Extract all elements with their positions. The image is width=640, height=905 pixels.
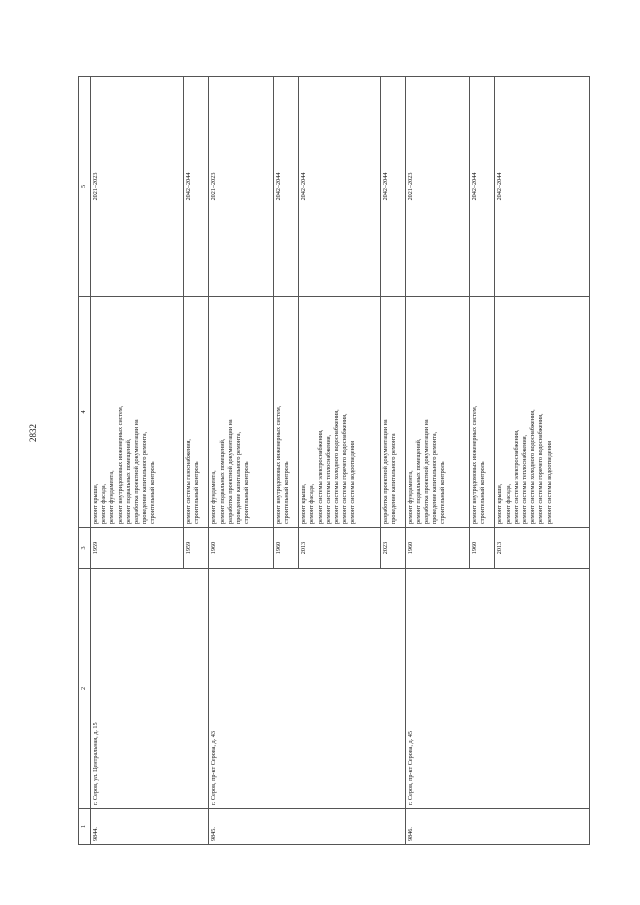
column-header: 2 <box>79 569 91 809</box>
column-header: 3 <box>79 528 91 569</box>
work-item: ремонт фасада, <box>100 483 108 524</box>
work-item: ремонт системы теплоснабжения, <box>520 434 528 524</box>
address-cell: г. Серов, пр-кт Серова, д. 43 <box>209 569 405 809</box>
work-item: строительный контроль <box>479 461 487 524</box>
period-cell: 2021–2023 <box>405 77 470 297</box>
work-item: ремонт внутридомовых инженерных систем, <box>275 405 283 524</box>
works-cell <box>405 297 470 528</box>
work-item: ремонт системы газоснабжения, <box>185 439 193 524</box>
table-row <box>209 77 274 845</box>
work-item: ремонт фасада, <box>504 483 512 524</box>
work-item: ремонт системы водоотведения <box>545 441 553 524</box>
address-cell: г. Серов, пр-кт Серова, д. 45 <box>405 569 589 809</box>
work-item: проведение капитального ремонта, <box>141 431 149 524</box>
work-item: ремонт подвальных помещений, <box>414 438 422 524</box>
works-cell <box>90 297 183 528</box>
period-cell: 2042–2044 <box>299 77 380 297</box>
repair-schedule-table <box>78 76 590 845</box>
column-header: 1 <box>79 809 91 845</box>
period-cell: 2021–2023 <box>90 77 183 297</box>
work-item: ремонт системы водоотведения <box>349 441 357 524</box>
address-cell: г. Серов, ул. Центральная, д. 15 <box>90 569 208 809</box>
page-number: 2832 <box>28 424 38 442</box>
work-item: ремонт крыши, <box>300 483 308 524</box>
column-header: 5 <box>79 77 91 297</box>
works-cell <box>495 297 590 528</box>
work-item: ремонт крыши, <box>496 483 504 524</box>
work-item: ремонт системы холодного водоснабжения, <box>529 409 537 524</box>
work-item: проведение капитального ремонта <box>389 433 397 524</box>
row-number: 9844. <box>90 809 208 845</box>
year-cell: 2013 <box>495 528 590 569</box>
period-cell: 2042–2044 <box>380 77 405 297</box>
work-item: разработка проектной документации на <box>132 419 140 524</box>
work-item: ремонт фундамента, <box>406 470 414 524</box>
period-cell: 2042–2044 <box>470 77 495 297</box>
work-item: ремонт системы горячего водоснабжения, <box>341 413 349 524</box>
work-item: ремонт системы электроснабжения, <box>316 429 324 524</box>
rotated-table-wrapper <box>78 77 590 845</box>
work-item: ремонт фундамента, <box>210 470 218 524</box>
year-cell: 2013 <box>299 528 380 569</box>
row-number: 9845. <box>209 809 405 845</box>
work-item: ремонт системы холодного водоснабжения, <box>332 409 340 524</box>
work-item: строительный контроль <box>193 461 201 524</box>
year-cell: 1960 <box>405 528 470 569</box>
work-item: проведение капитального ремонта, <box>431 431 439 524</box>
works-cell <box>470 297 495 528</box>
year-cell: 1960 <box>470 528 495 569</box>
works-cell <box>209 297 274 528</box>
column-header: 4 <box>79 297 91 528</box>
work-item: строительный контроль <box>149 461 157 524</box>
row-number: 9846. <box>405 809 589 845</box>
works-cell <box>299 297 380 528</box>
work-item: ремонт системы горячего водоснабжения, <box>537 413 545 524</box>
year-cell: 1960 <box>274 528 299 569</box>
work-item: разработка проектной документации на <box>423 419 431 524</box>
period-cell: 2042–2044 <box>495 77 590 297</box>
table-row <box>405 77 470 845</box>
work-item: ремонт подвальных помещений, <box>218 438 226 524</box>
header-row <box>79 77 91 845</box>
work-item: строительный контроль <box>439 461 447 524</box>
works-cell <box>274 297 299 528</box>
year-cell: 2023 <box>380 528 405 569</box>
year-cell: 1959 <box>90 528 183 569</box>
works-cell <box>380 297 405 528</box>
work-item: разработка проектной документации на <box>226 419 234 524</box>
works-cell <box>184 297 209 528</box>
work-item: ремонт внутридомовых инженерных систем, <box>116 405 124 524</box>
year-cell: 1959 <box>184 528 209 569</box>
work-item: ремонт фасада, <box>308 483 316 524</box>
work-item: ремонт крыши, <box>91 483 99 524</box>
period-cell: 2042–2044 <box>274 77 299 297</box>
work-item: строительный контроль <box>283 461 291 524</box>
table-row <box>90 77 183 845</box>
work-item: строительный контроль <box>243 461 251 524</box>
period-cell: 2021–2023 <box>209 77 274 297</box>
work-item: ремонт внутридомовых инженерных систем, <box>471 405 479 524</box>
work-item: проведение капитального ремонта, <box>234 431 242 524</box>
work-item: ремонт системы теплоснабжения, <box>324 434 332 524</box>
work-item: ремонт фундамента, <box>108 470 116 524</box>
work-item: разработка проектной документации на <box>381 419 389 524</box>
year-cell: 1960 <box>209 528 274 569</box>
work-item: ремонт подвальных помещений, <box>124 438 132 524</box>
period-cell: 2042–2044 <box>184 77 209 297</box>
work-item: ремонт системы электроснабжения, <box>512 429 520 524</box>
